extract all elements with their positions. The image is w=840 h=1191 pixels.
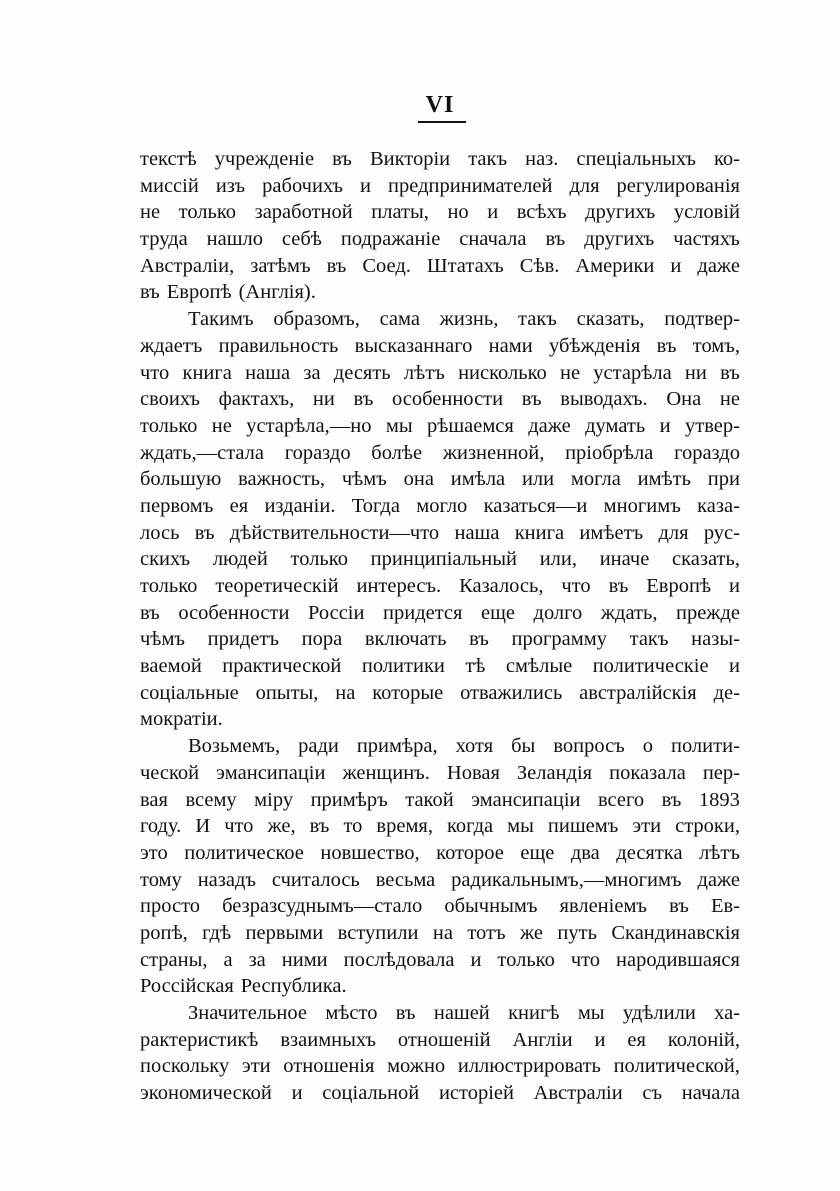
text-line: миссій изъ рабочихъ и предпринимателей для регулированія <box>140 174 740 197</box>
text-line: своихъ фактахъ, ни въ особенности въ выводахъ. Она не <box>140 388 740 411</box>
paragraph <box>140 733 740 1000</box>
body-text <box>140 146 740 1107</box>
text-line: чѣмъ придетъ пора включать въ программу такъ назы- <box>140 628 740 651</box>
text-line: ждать,—стала гораздо болѣе жизненной, пріобрѣла гораздо <box>140 441 740 464</box>
text-line: Значительное мѣсто въ нашей книгѣ мы удѣлили ха- <box>188 1002 740 1024</box>
text-line: только не устарѣла,—но мы рѣшаемся даже думать и утвер- <box>140 414 740 437</box>
text-line: году. И что же, въ то время, когда мы пишемъ эти строки, <box>140 815 740 838</box>
text-line: ваемой практической политики тѣ смѣлые политическіе и <box>140 655 740 678</box>
text-line: скихъ людей только принципіальный или, иначе сказать, <box>140 548 740 571</box>
text-line: просто безразсуднымъ—стало обычнымъ явленіемъ въ Ев- <box>140 895 740 918</box>
text-line: лось въ дѣйствительности—что наша книга имѣетъ для рус- <box>140 521 740 544</box>
text-line: труда нашло себѣ подражаніе сначала въ другихъ частяхъ <box>140 228 740 251</box>
text-line: поскольку эти отношенія можно иллюстрировать политической, <box>140 1055 740 1078</box>
text-line: Австраліи, затѣмъ въ Соед. Штатахъ Сѣв. Америки и даже <box>140 254 740 277</box>
text-line: только теоретическій интересъ. Казалось, что въ Европѣ и <box>140 575 740 597</box>
text-line: ждаетъ правильность высказаннаго нами убѣжденія въ томъ, <box>140 334 740 357</box>
text-line: текстѣ учрежденіе въ Викторіи такъ наз. спеціальныхъ ко- <box>140 148 740 170</box>
text-line: въ Европѣ (Англія). <box>140 281 316 304</box>
text-line: первомъ ея изданіи. Тогда могло казаться—и многимъ каза- <box>140 494 740 517</box>
text-line: въ особенности Россіи придется еще долго ждать, прежде <box>140 601 740 624</box>
text-line: экономической и соціальной исторіей Австраліи съ начала <box>140 1082 740 1105</box>
text-line: мократіи. <box>140 708 223 731</box>
text-line: большую важность, чѣмъ она имѣла или могла имѣть при <box>140 468 740 491</box>
paragraph <box>140 146 740 306</box>
text-line: что книга наша за десять лѣтъ нисколько не устарѣла ни въ <box>140 361 740 384</box>
paragraph <box>140 306 740 733</box>
text-line: рактеристикѣ взаимныхъ отношеній Англіи и ея колоній, <box>140 1028 740 1051</box>
page-number-underline <box>418 121 466 123</box>
page-number: VI <box>425 92 455 118</box>
text-line: это политическое новшество, которое еще два десятка лѣтъ <box>140 841 740 864</box>
text-line: не только заработной платы, но и всѣхъ другихъ условій <box>140 201 740 224</box>
text-line: вая всему міру примѣръ такой эмансипаціи всего въ 1893 <box>140 788 740 811</box>
text-line: соціальные опыты, на которые отважились австралійскія де- <box>140 681 740 704</box>
text-line: Возьмемъ, ради примѣра, хотя бы вопросъ о полити- <box>188 735 740 758</box>
text-line: тому назадъ считалось весьма радикальнымъ,—многимъ даже <box>140 868 740 891</box>
text-line: страны, а за ними послѣдовала и только что народившаяся <box>140 948 740 971</box>
text-line: Россійская Республика. <box>140 975 347 998</box>
text-line: ческой эмансипаціи женщинъ. Новая Зеландія показала пер- <box>140 761 740 784</box>
paragraph <box>140 1000 740 1107</box>
text-line: ропѣ, гдѣ первыми вступили на тотъ же путь Скандинавскія <box>140 921 740 944</box>
text-line: Такимъ образомъ, сама жизнь, такъ сказать, подтвер- <box>188 308 740 331</box>
